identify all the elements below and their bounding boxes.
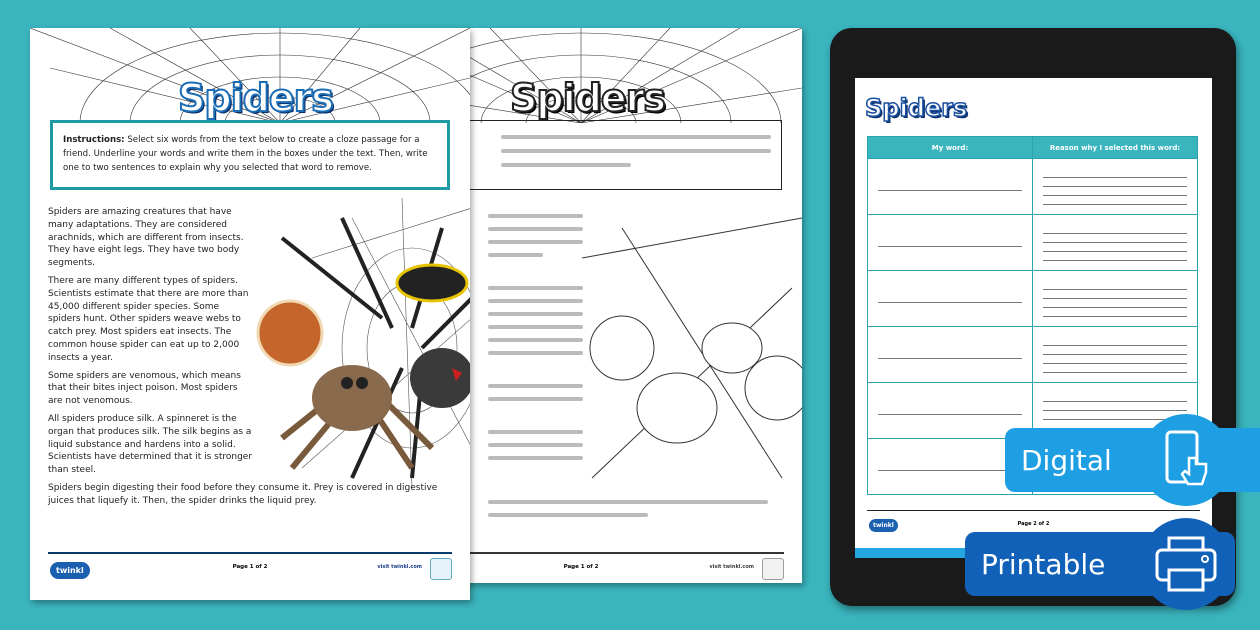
- quality-badge-icon: [762, 558, 784, 580]
- reason-cell[interactable]: [1033, 215, 1198, 271]
- twinkl-logo: twinkl: [50, 562, 90, 579]
- passage-text-lines: [488, 214, 583, 504]
- worksheet-title: Spiders: [510, 76, 665, 120]
- table-row: [868, 327, 1198, 383]
- digital-text: Digital: [1021, 443, 1112, 477]
- printer-icon: [1140, 518, 1232, 610]
- paragraph: All spiders produce silk. A spinneret is the organ that produces silk. The silk begins as a liquid substance and hardens into a solid. Scientists have determined that it is stronger than steel.: [48, 413, 253, 476]
- table-row: [868, 215, 1198, 271]
- page-number: Page 1 of 2: [563, 564, 599, 570]
- paragraph: There are many different types of spiders. Scientists estimate that there are more than 45,000 different spider species. Some spiders hunt. Other spiders weave webs to catch prey. Most spiders eat insects. The common house spider can eat up to 2,000 insects a year.: [48, 275, 249, 363]
- visit-link: visit twinkl.com: [377, 564, 422, 570]
- reason-cell[interactable]: [1033, 159, 1198, 215]
- instructions-label: Instructions:: [63, 135, 125, 145]
- worksheet-title: Spiders: [178, 76, 333, 120]
- quality-badge-icon: [430, 558, 452, 580]
- visit-link: visit twinkl.com: [709, 564, 754, 570]
- reason-cell[interactable]: [1033, 327, 1198, 383]
- my-word-cell[interactable]: [868, 159, 1033, 215]
- page-number: Page 2 of 2: [1017, 521, 1050, 527]
- reason-cell[interactable]: [1033, 271, 1198, 327]
- instructions-box: [50, 120, 450, 190]
- table-row: [868, 159, 1198, 215]
- my-word-cell[interactable]: [868, 327, 1033, 383]
- worksheet-page-colour: [30, 28, 470, 600]
- passage: [48, 206, 458, 513]
- final-paragraph: Spiders begin digesting their food before they consume it. Prey is covered in digestive juices that liquefy it. Then, the spider drinks the liquid prey.: [48, 482, 438, 506]
- table-row: [868, 271, 1198, 327]
- col-header-reason: Reason why I selected this word:: [1033, 137, 1198, 159]
- my-word-cell[interactable]: [868, 271, 1033, 327]
- paragraph: Spiders are amazing creatures that have many adaptations. They are considered arachnids, which are different from insects. They have eight legs. They have two body segments.: [48, 207, 244, 269]
- col-header-my-word: My word:: [868, 137, 1033, 159]
- my-word-cell[interactable]: [868, 215, 1033, 271]
- twinkl-logo: twinkl: [869, 519, 898, 532]
- spiders-line-art: [582, 198, 802, 488]
- instructions-text-lines: [501, 131, 771, 177]
- printable-text: Printable: [981, 547, 1106, 581]
- instructions-text: Select six words from the text below to create a cloze passage for a friend. Underline your words and write them in the boxes under the text. Then, write one to two sentences to explain why you selected that word to remove.: [63, 135, 428, 173]
- page-number: Page 1 of 2: [232, 564, 268, 570]
- final-paragraph-lines: [488, 500, 768, 520]
- footer: [48, 552, 452, 592]
- sheet-title: Spiders: [865, 94, 968, 122]
- paragraph: Some spiders are venomous, which means that their bites inject poison. Most spiders are not venomous.: [48, 370, 241, 407]
- tablet-touch-icon: [1140, 414, 1232, 506]
